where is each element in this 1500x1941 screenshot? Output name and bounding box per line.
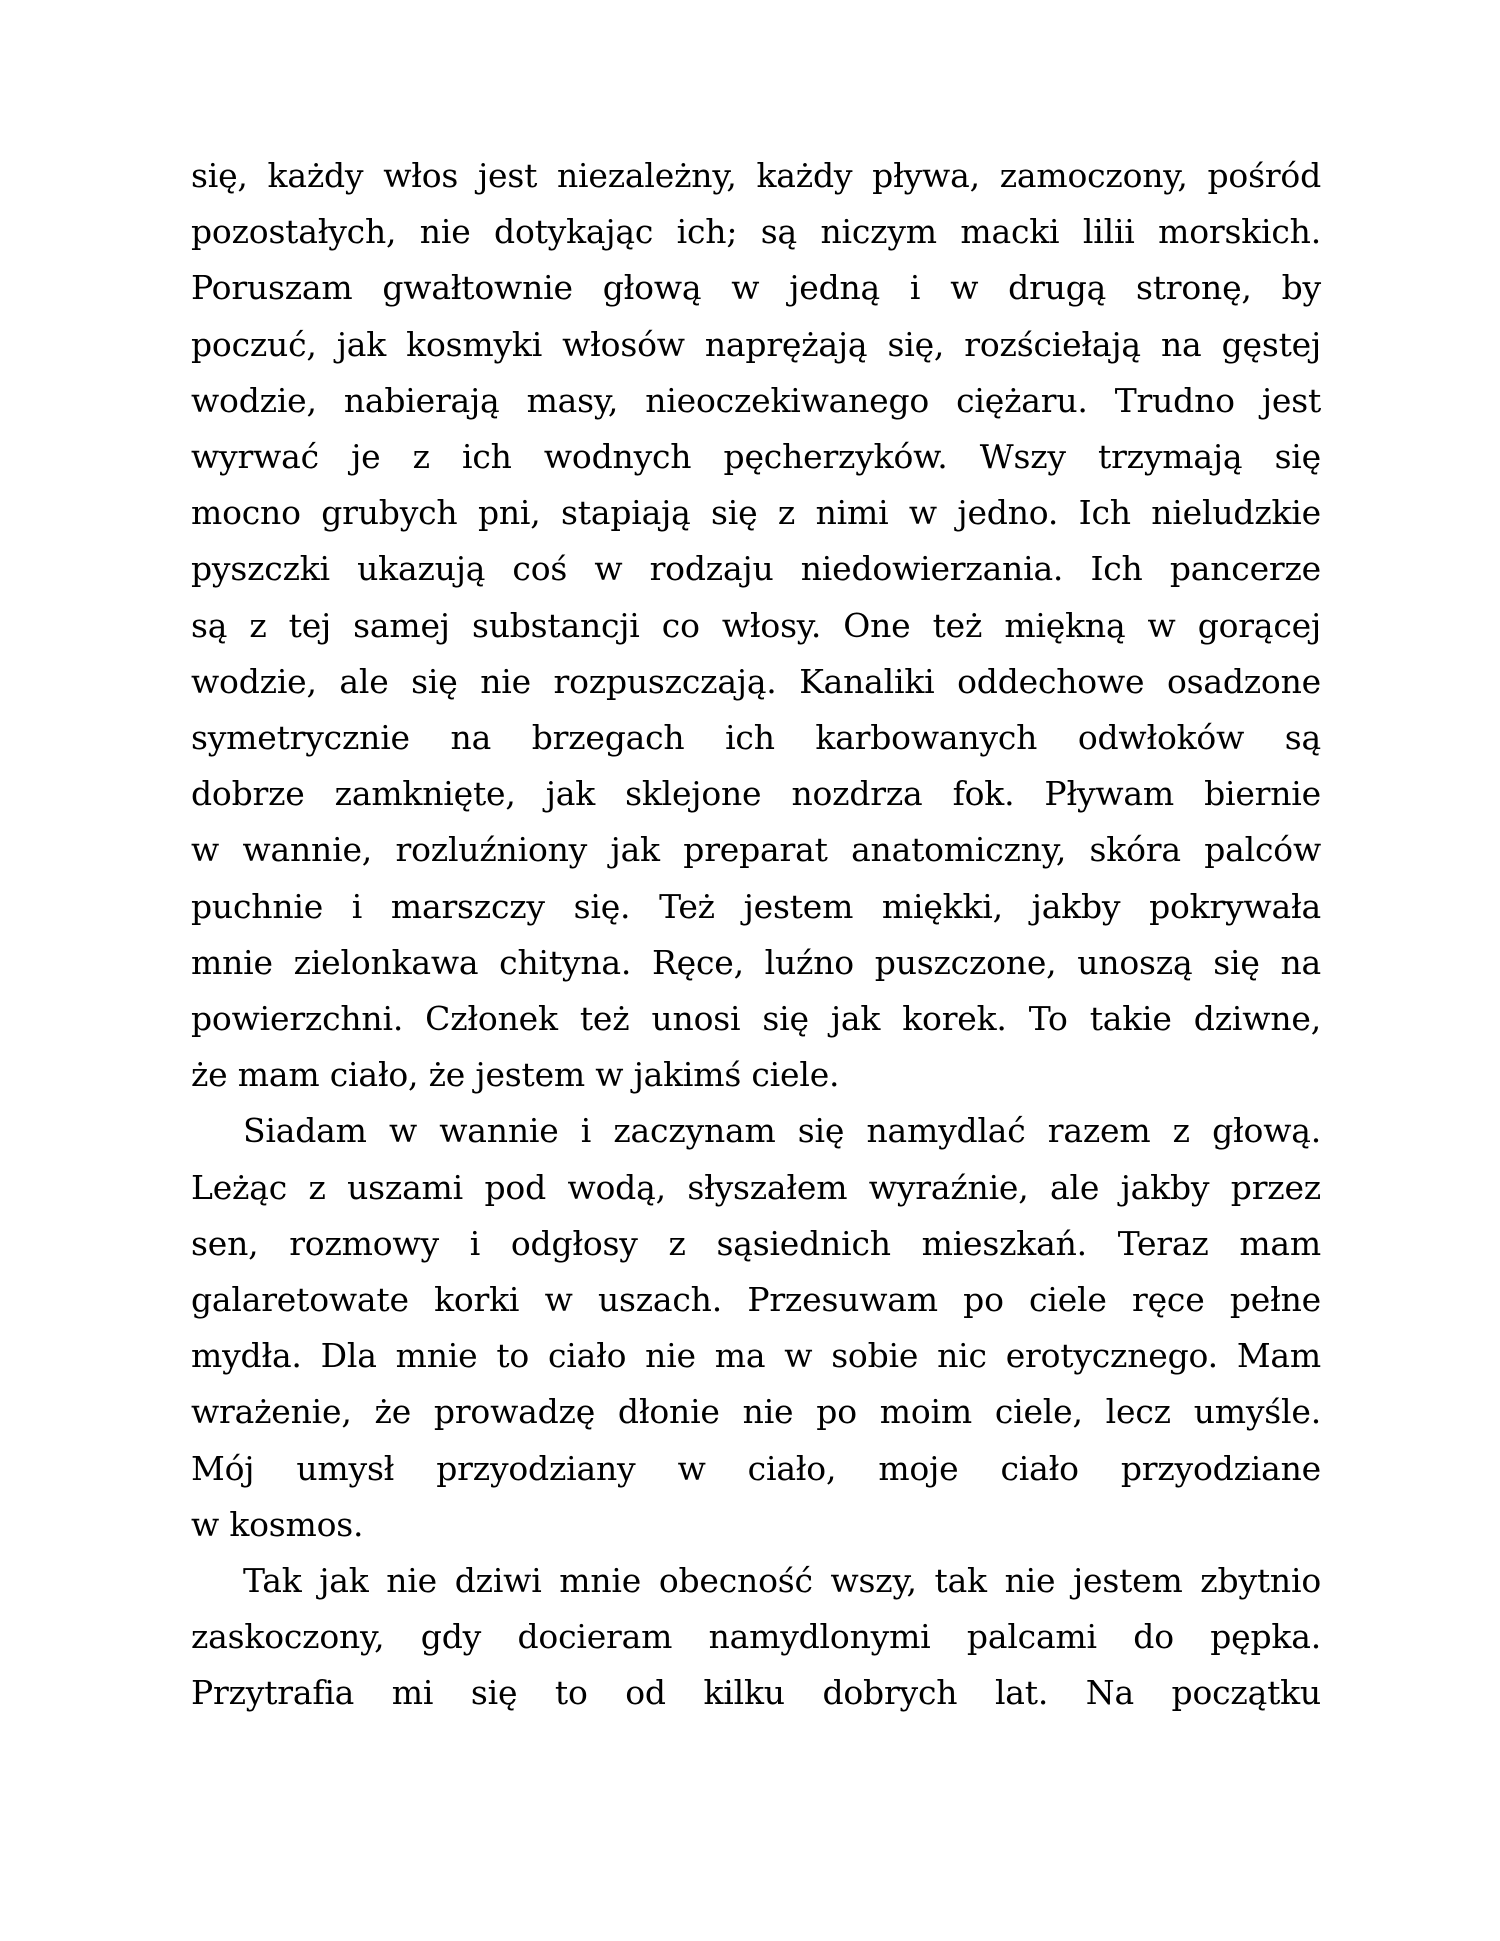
text-line: mnie zielonkawa chityna. Ręce, luźno puszczone, unoszą się na — [191, 942, 1321, 982]
text-line: Leżąc z uszami pod wodą, słyszałem wyraźnie, ale jakby przez — [191, 1167, 1321, 1207]
text-line: puchnie i marszczy się. Też jestem miękki, jakby pokrywała — [191, 886, 1321, 926]
text-line: poczuć, jak kosmyki włosów naprężają się, rozściełają na gęstej — [191, 324, 1321, 364]
text-line: wodzie, ale się nie rozpuszczają. Kanaliki oddechowe osadzone — [191, 661, 1321, 701]
text-line: wrażenie, że prowadzę dłonie nie po moim ciele, lecz umyśle. — [191, 1392, 1321, 1432]
page-text — [191, 148, 1321, 1722]
text-line: wyrwać je z ich wodnych pęcherzyków. Wszy trzymają się — [191, 437, 1321, 477]
text-line: symetrycznie na brzegach ich karbowanych odwłoków są — [191, 718, 1321, 758]
text-line: mydła. Dla mnie to ciało nie ma w sobie nic erotycznego. Mam — [191, 1336, 1321, 1376]
text-line: Poruszam gwałtownie głową w jedną i w drugą stronę, by — [191, 268, 1321, 308]
text-line: zaskoczony, gdy docieram namydlonymi palcami do pępka. — [191, 1617, 1321, 1657]
text-line: są z tej samej substancji co włosy. One też miękną w gorącej — [191, 605, 1321, 645]
text-line: powierzchni. Członek też unosi się jak korek. To takie dziwne, — [191, 999, 1321, 1039]
text-line: galaretowate korki w uszach. Przesuwam po ciele ręce pełne — [191, 1280, 1321, 1320]
text-line: dobrze zamknięte, jak sklejone nozdrza fok. Pływam biernie — [191, 774, 1321, 814]
text-line: w kosmos. — [191, 1504, 364, 1544]
text-line: Tak jak nie dziwi mnie obecność wszy, tak nie jestem zbytnio — [243, 1561, 1321, 1601]
text-line: Przytrafia mi się to od kilku dobrych lat. Na początku — [191, 1673, 1321, 1713]
text-line: wodzie, nabierają masy, nieoczekiwanego ciężaru. Trudno jest — [191, 380, 1321, 420]
text-line: pozostałych, nie dotykając ich; są niczym macki lilii morskich. — [191, 212, 1321, 252]
text-line: Mój umysł przyodziany w ciało, moje ciało przyodziane — [191, 1448, 1321, 1488]
text-line: sen, rozmowy i odgłosy z sąsiednich mieszkań. Teraz mam — [191, 1223, 1321, 1263]
text-line: się, każdy włos jest niezależny, każdy pływa, zamoczony, pośród — [191, 156, 1321, 195]
text-line: w wannie, rozluźniony jak preparat anatomiczny, skóra palców — [191, 830, 1321, 870]
text-line: pyszczki ukazują coś w rodzaju niedowierzania. Ich pancerze — [191, 549, 1321, 589]
text-line: że mam ciało, że jestem w jakimś ciele. — [191, 1055, 840, 1095]
text-line: Siadam w wannie i zaczynam się namydlać razem z głową. — [243, 1111, 1321, 1151]
text-line: mocno grubych pni, stapiają się z nimi w jedno. Ich nieludzkie — [191, 493, 1321, 533]
